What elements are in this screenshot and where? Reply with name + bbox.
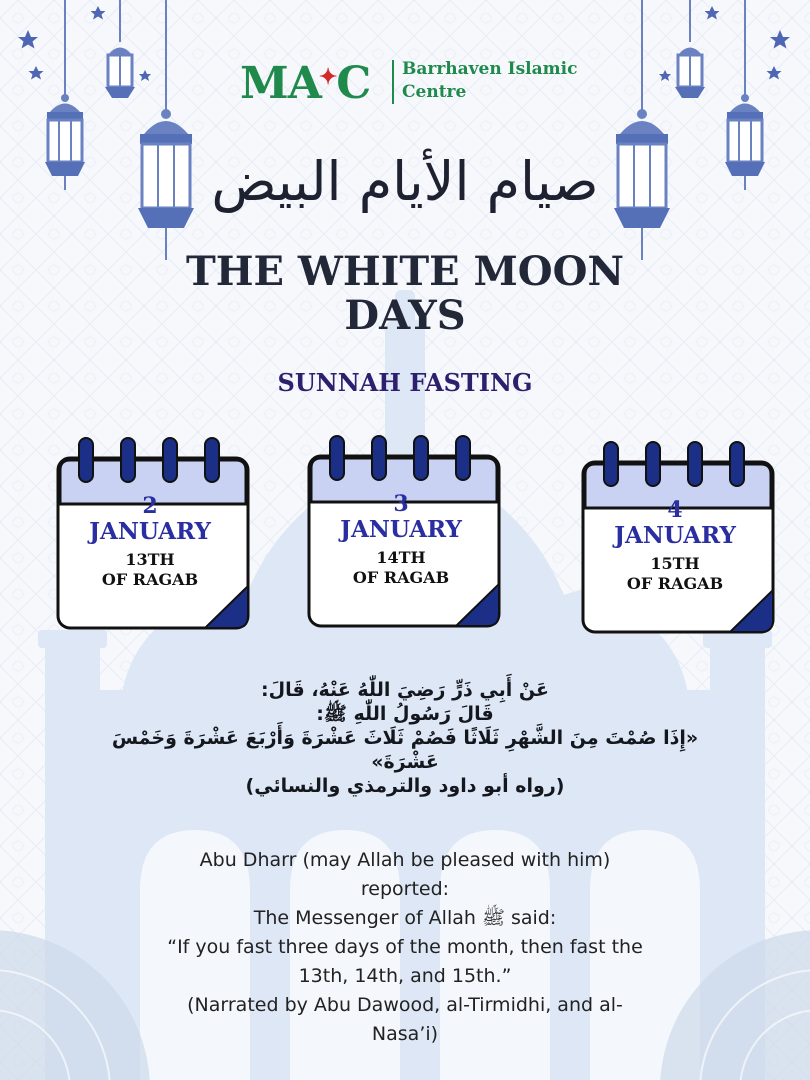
hadith-arabic-line4: عَشْرَةَ»	[371, 751, 439, 773]
org-name	[402, 58, 577, 104]
maple-leaf-icon: ✦	[318, 64, 337, 90]
calendar-month: JANUARY	[340, 516, 462, 543]
lantern-icon	[675, 0, 705, 98]
calendar-card	[306, 434, 506, 624]
hadith-english-line2: reported:	[360, 878, 450, 900]
lantern-icon	[138, 0, 194, 260]
logo-mark: MA✦C	[240, 58, 371, 109]
hadith-english	[150, 846, 660, 1049]
calendar-month: JANUARY	[89, 518, 211, 545]
org-name-line1: Barrhaven Islamic	[402, 59, 578, 79]
calendar-hijri-date: 14TH OF RAGAB	[352, 548, 450, 587]
star-icon	[91, 6, 106, 20]
calendar-month: JANUARY	[614, 522, 736, 549]
hadith-english-line7: Nasa’i)	[371, 1023, 439, 1045]
title-line2: DAYS	[344, 292, 466, 339]
page-title	[0, 250, 810, 338]
arabic-title: صيام الأيام البيض	[211, 150, 599, 213]
calendar-card	[55, 436, 255, 626]
hadith-arabic-line3: «إِذَا صُمْتَ مِنَ الشَّهْرِ ثَلَاثًا فَصُمْ ثَلَاثَ عَشْرَةَ وَأَرْبَعَ عَشْرَةَ وَخَمْسَ	[111, 727, 699, 749]
star-icon	[770, 30, 790, 49]
title-line1: THE WHITE MOON	[185, 248, 625, 295]
calendar-hijri-date: 15TH OF RAGAB	[626, 554, 724, 593]
hadith-english-line1: Abu Dharr (may Allah be pleased with him)	[199, 849, 611, 871]
hadith-english-line6: (Narrated by Abu Dawood, al-Tirmidhi, and al-	[187, 994, 623, 1016]
calendar-day: 3	[393, 491, 409, 517]
hadith-arabic-line1: عَنْ أَبِي ذَرٍّ رَضِيَ اللّٰهُ عَنْهُ، قَالَ:	[261, 679, 549, 701]
star-icon	[659, 70, 671, 81]
lanterns-decoration	[0, 0, 810, 270]
star-icon	[18, 30, 38, 49]
star-icon	[29, 66, 44, 80]
hadith-english-line4: “If you fast three days of the month, then fast the	[167, 936, 643, 958]
calendar-card	[580, 440, 780, 630]
lantern-icon	[614, 0, 670, 260]
hadith-arabic-line2: قَالَ رَسُولُ اللّٰهِ ﷺ:	[316, 703, 494, 725]
subtitle: SUNNAH FASTING	[277, 368, 533, 397]
star-icon	[705, 6, 720, 20]
hadith-english-line3: The Messenger of Allah ﷺ said:	[253, 907, 557, 929]
logo-divider	[392, 60, 394, 104]
hadith-english-line5: 13th, 14th, and 15th.”	[298, 965, 512, 987]
hadith-arabic	[100, 678, 710, 798]
calendar-day: 4	[667, 497, 683, 523]
star-icon	[139, 70, 151, 81]
calendar-hijri-date: 13TH OF RAGAB	[101, 550, 199, 589]
hadith-arabic-source: (رواه أبو داود والترمذي والنسائي)	[245, 775, 565, 797]
calendar-day: 2	[142, 493, 158, 519]
star-icon	[767, 66, 782, 80]
lantern-icon	[105, 0, 135, 98]
org-name-line2: Centre	[402, 82, 467, 102]
